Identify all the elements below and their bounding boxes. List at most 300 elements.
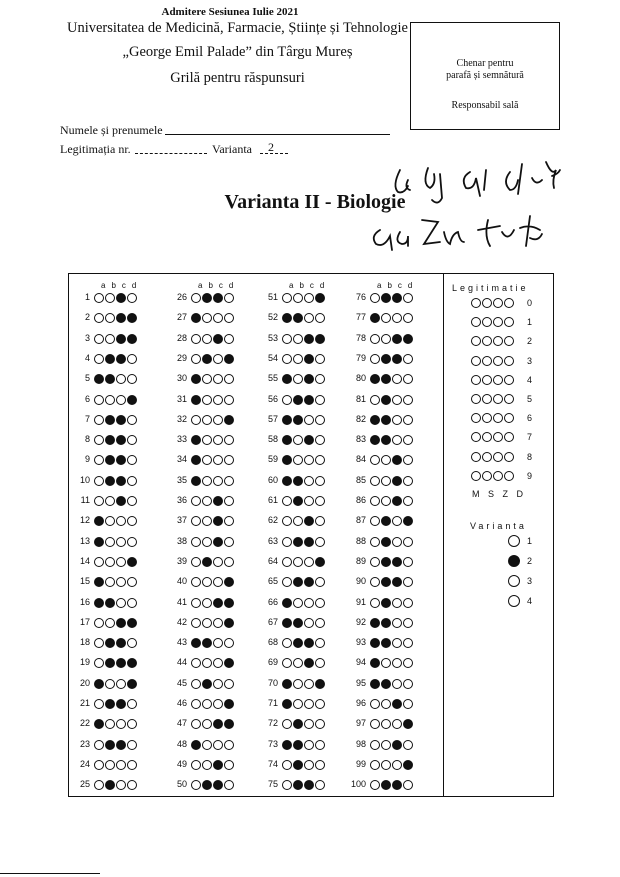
answer-bubble-c[interactable]: [116, 760, 126, 770]
answer-bubble-a[interactable]: [94, 293, 104, 303]
answer-bubble-c[interactable]: [392, 476, 402, 486]
answer-bubble-a[interactable]: [370, 537, 380, 547]
answer-bubble-d[interactable]: [315, 415, 325, 425]
varianta-bubble[interactable]: [508, 595, 520, 607]
answer-bubble-a[interactable]: [370, 618, 380, 628]
answer-bubble-c[interactable]: [213, 354, 223, 364]
answer-bubble-d[interactable]: [403, 415, 413, 425]
legitimatie-bubble[interactable]: [482, 375, 492, 385]
legitimatie-bubble[interactable]: [471, 471, 481, 481]
answer-bubble-b[interactable]: [105, 618, 115, 628]
answer-bubble-c[interactable]: [304, 699, 314, 709]
answer-bubble-a[interactable]: [370, 334, 380, 344]
answer-bubble-d[interactable]: [403, 334, 413, 344]
answer-bubble-a[interactable]: [191, 354, 201, 364]
answer-bubble-a[interactable]: [282, 557, 292, 567]
answer-bubble-d[interactable]: [403, 354, 413, 364]
answer-bubble-b[interactable]: [381, 740, 391, 750]
legitimatie-field[interactable]: [135, 153, 207, 154]
answer-bubble-c[interactable]: [213, 476, 223, 486]
answer-bubble-d[interactable]: [315, 699, 325, 709]
question-number: 26: [176, 292, 187, 302]
answer-bubble-b[interactable]: [105, 699, 115, 709]
answer-bubble-a[interactable]: [370, 699, 380, 709]
answer-bubble-a[interactable]: [282, 618, 292, 628]
answer-bubble-a[interactable]: [370, 598, 380, 608]
answer-bubble-a[interactable]: [94, 415, 104, 425]
answer-bubble-b[interactable]: [105, 740, 115, 750]
answer-bubble-b[interactable]: [105, 395, 115, 405]
legitimatie-bubble[interactable]: [471, 298, 481, 308]
answer-bubble-a[interactable]: [191, 415, 201, 425]
answer-bubble-b[interactable]: [293, 496, 303, 506]
answer-bubble-d[interactable]: [224, 476, 234, 486]
answer-bubble-b[interactable]: [381, 557, 391, 567]
answer-bubble-b[interactable]: [202, 740, 212, 750]
answer-bubble-b[interactable]: [381, 395, 391, 405]
answer-bubble-d[interactable]: [224, 740, 234, 750]
answer-bubble-d[interactable]: [224, 699, 234, 709]
answer-bubble-d[interactable]: [127, 760, 137, 770]
answer-bubble-c[interactable]: [116, 354, 126, 364]
answer-bubble-d[interactable]: [403, 293, 413, 303]
answer-bubble-c[interactable]: [213, 415, 223, 425]
answer-bubble-d[interactable]: [224, 537, 234, 547]
answer-bubble-b[interactable]: [202, 618, 212, 628]
answer-bubble-c[interactable]: [213, 598, 223, 608]
question-number: 2: [84, 312, 90, 323]
answer-bubble-b[interactable]: [293, 699, 303, 709]
answer-bubble-d[interactable]: [315, 293, 325, 303]
answer-bubble-d[interactable]: [403, 395, 413, 405]
question-number: 34: [176, 454, 187, 465]
question-number: 99: [355, 758, 366, 769]
answer-bubble-a[interactable]: [370, 496, 380, 506]
answer-bubble-d[interactable]: [315, 679, 325, 689]
legitimatie-bubble[interactable]: [482, 452, 492, 462]
answer-bubble-a[interactable]: [282, 537, 292, 547]
answer-bubble-b[interactable]: [381, 598, 391, 608]
answer-bubble-d[interactable]: [127, 537, 137, 547]
answer-bubble-d[interactable]: [127, 476, 137, 486]
answer-bubble-c[interactable]: [304, 496, 314, 506]
answer-bubble-c[interactable]: [392, 415, 402, 425]
answer-bubble-b[interactable]: [293, 293, 303, 303]
answer-bubble-a[interactable]: [282, 293, 292, 303]
answer-bubble-b[interactable]: [105, 679, 115, 689]
answer-bubble-a[interactable]: [282, 598, 292, 608]
answer-bubble-c[interactable]: [304, 740, 314, 750]
answer-bubble-c[interactable]: [392, 760, 402, 770]
legitimatie-bubble[interactable]: [493, 356, 503, 366]
answer-bubble-b[interactable]: [105, 293, 115, 303]
answer-bubble-d[interactable]: [224, 557, 234, 567]
answer-bubble-c[interactable]: [116, 415, 126, 425]
answer-bubble-b[interactable]: [293, 618, 303, 628]
answer-bubble-d[interactable]: [315, 476, 325, 486]
answer-bubble-c[interactable]: [213, 740, 223, 750]
answer-bubble-a[interactable]: [370, 293, 380, 303]
answer-bubble-d[interactable]: [315, 496, 325, 506]
answer-bubble-c[interactable]: [213, 760, 223, 770]
answer-bubble-d[interactable]: [127, 679, 137, 689]
answer-bubble-b[interactable]: [202, 760, 212, 770]
question-number: 64: [267, 555, 278, 566]
answer-bubble-b[interactable]: [293, 334, 303, 344]
answer-bubble-a[interactable]: [94, 598, 104, 608]
answer-bubble-c[interactable]: [116, 334, 126, 344]
answer-bubble-b[interactable]: [293, 760, 303, 770]
answer-bubble-c[interactable]: [213, 496, 223, 506]
answer-bubble-b[interactable]: [381, 293, 391, 303]
answer-bubble-c[interactable]: [116, 395, 126, 405]
answer-bubble-a[interactable]: [191, 618, 201, 628]
answer-bubble-d[interactable]: [224, 395, 234, 405]
answer-bubble-d[interactable]: [127, 334, 137, 344]
legitimatie-bubble[interactable]: [493, 471, 503, 481]
answer-bubble-b[interactable]: [381, 496, 391, 506]
question-number: 28: [176, 332, 187, 343]
answer-bubble-d[interactable]: [315, 740, 325, 750]
answer-bubble-a[interactable]: [370, 476, 380, 486]
varianta-bubble[interactable]: [508, 555, 520, 567]
answer-bubble-c[interactable]: [304, 679, 314, 689]
answer-bubble-d[interactable]: [224, 496, 234, 506]
university-name-line2: „George Emil Palade” din Târgu Mureș: [122, 44, 353, 60]
question-number: 95: [355, 677, 366, 688]
answer-bubble-d[interactable]: [403, 598, 413, 608]
answer-bubble-d[interactable]: [127, 618, 137, 628]
answer-bubble-a[interactable]: [94, 354, 104, 364]
answer-bubble-a[interactable]: [370, 354, 380, 364]
legitimatie-bubble[interactable]: [482, 356, 492, 366]
legitimatie-digit-label: 4: [527, 374, 533, 385]
question-number: 90: [355, 576, 366, 587]
answer-bubble-d[interactable]: [403, 618, 413, 628]
answer-bubble-c[interactable]: [304, 598, 314, 608]
answer-bubble-b[interactable]: [105, 334, 115, 344]
answer-bubble-d[interactable]: [315, 598, 325, 608]
answer-bubble-a[interactable]: [282, 334, 292, 344]
answer-bubble-c[interactable]: [392, 537, 402, 547]
legitimatie-bubble[interactable]: [471, 394, 481, 404]
answer-bubble-b[interactable]: [105, 496, 115, 506]
question-number: 66: [267, 596, 278, 607]
answer-bubble-a[interactable]: [282, 476, 292, 486]
answer-bubble-d[interactable]: [127, 699, 137, 709]
answer-bubble-a[interactable]: [191, 740, 201, 750]
question-number: 81: [355, 393, 366, 404]
answer-bubble-b[interactable]: [202, 476, 212, 486]
answer-bubble-a[interactable]: [94, 740, 104, 750]
answer-bubble-b[interactable]: [293, 415, 303, 425]
answer-bubble-b[interactable]: [202, 334, 212, 344]
legitimatie-bubble[interactable]: [482, 471, 492, 481]
answer-bubble-b[interactable]: [381, 334, 391, 344]
answer-bubble-c[interactable]: [213, 293, 223, 303]
answer-bubble-c[interactable]: [392, 740, 402, 750]
answer-bubble-d[interactable]: [315, 395, 325, 405]
question-number: 98: [355, 738, 366, 749]
answer-bubble-d[interactable]: [403, 679, 413, 689]
answer-bubble-c[interactable]: [116, 293, 126, 303]
answer-bubble-a[interactable]: [191, 537, 201, 547]
answer-bubble-d[interactable]: [315, 334, 325, 344]
answer-bubble-d[interactable]: [315, 618, 325, 628]
answer-bubble-b[interactable]: [105, 557, 115, 567]
answer-bubble-b[interactable]: [202, 598, 212, 608]
answer-bubble-b[interactable]: [105, 476, 115, 486]
answer-bubble-d[interactable]: [315, 760, 325, 770]
answer-bubble-b[interactable]: [381, 760, 391, 770]
answer-bubble-d[interactable]: [315, 354, 325, 364]
answer-bubble-b[interactable]: [381, 476, 391, 486]
legitimatie-bubble[interactable]: [504, 375, 514, 385]
answer-bubble-a[interactable]: [94, 699, 104, 709]
answer-bubble-c[interactable]: [392, 557, 402, 567]
answer-bubble-d[interactable]: [403, 496, 413, 506]
answer-bubble-c[interactable]: [304, 760, 314, 770]
answer-bubble-a[interactable]: [94, 618, 104, 628]
answer-bubble-c[interactable]: [213, 334, 223, 344]
answer-bubble-d[interactable]: [403, 557, 413, 567]
answer-bubble-c[interactable]: [213, 395, 223, 405]
answer-bubble-c[interactable]: [392, 598, 402, 608]
answer-bubble-d[interactable]: [315, 537, 325, 547]
name-field[interactable]: [165, 134, 390, 135]
question-number: 100: [350, 779, 366, 790]
legitimatie-bubble[interactable]: [482, 298, 492, 308]
answer-bubble-c[interactable]: [304, 334, 314, 344]
answer-bubble-a[interactable]: [370, 740, 380, 750]
answer-bubble-d[interactable]: [224, 760, 234, 770]
answer-bubble-c[interactable]: [304, 354, 314, 364]
answer-bubble-c[interactable]: [116, 496, 126, 506]
answer-bubble-b[interactable]: [293, 395, 303, 405]
answer-bubble-b[interactable]: [381, 354, 391, 364]
answer-bubble-b[interactable]: [293, 537, 303, 547]
answer-bubble-d[interactable]: [224, 354, 234, 364]
question-number: 19: [79, 657, 90, 668]
answer-bubble-a[interactable]: [282, 679, 292, 689]
legitimatie-title: Legitimatie: [452, 283, 529, 293]
answer-bubble-a[interactable]: [191, 598, 201, 608]
answer-bubble-a[interactable]: [370, 395, 380, 405]
answer-bubble-c[interactable]: [304, 476, 314, 486]
legitimatie-bubble[interactable]: [471, 356, 481, 366]
answer-bubble-b[interactable]: [105, 537, 115, 547]
answer-bubble-b[interactable]: [293, 354, 303, 364]
answer-bubble-a[interactable]: [191, 395, 201, 405]
legitimatie-bubble[interactable]: [504, 394, 514, 404]
answer-bubble-b[interactable]: [381, 699, 391, 709]
answer-bubble-b[interactable]: [105, 415, 115, 425]
answer-bubble-d[interactable]: [403, 740, 413, 750]
answer-bubble-c[interactable]: [213, 699, 223, 709]
answer-bubble-b[interactable]: [202, 537, 212, 547]
answer-bubble-d[interactable]: [127, 415, 137, 425]
legitimatie-bubble[interactable]: [504, 471, 514, 481]
answer-bubble-c[interactable]: [116, 476, 126, 486]
answer-bubble-b[interactable]: [202, 395, 212, 405]
answer-bubble-c[interactable]: [116, 740, 126, 750]
answer-bubble-a[interactable]: [370, 679, 380, 689]
answer-bubble-c[interactable]: [392, 354, 402, 364]
answer-bubble-d[interactable]: [224, 334, 234, 344]
answer-bubble-c[interactable]: [392, 395, 402, 405]
answer-bubble-b[interactable]: [293, 740, 303, 750]
answer-bubble-c[interactable]: [213, 618, 223, 628]
answer-bubble-d[interactable]: [224, 618, 234, 628]
question-number: 36: [176, 495, 187, 505]
footer-rule: [0, 873, 100, 874]
answer-bubble-d[interactable]: [127, 293, 137, 303]
answer-bubble-c[interactable]: [116, 679, 126, 689]
answer-bubble-a[interactable]: [370, 415, 380, 425]
question-number: 53: [267, 332, 278, 343]
answer-bubble-d[interactable]: [403, 699, 413, 709]
answer-bubble-a[interactable]: [370, 760, 380, 770]
answer-bubble-c[interactable]: [392, 496, 402, 506]
answer-bubble-b[interactable]: [381, 679, 391, 689]
legitimatie-bubble[interactable]: [504, 356, 514, 366]
answer-bubble-c[interactable]: [116, 618, 126, 628]
answer-bubble-b[interactable]: [293, 476, 303, 486]
answer-bubble-c[interactable]: [304, 293, 314, 303]
question-number: 52: [267, 312, 278, 323]
answer-bubble-b[interactable]: [105, 760, 115, 770]
answer-bubble-a[interactable]: [282, 699, 292, 709]
answer-bubble-d[interactable]: [224, 598, 234, 608]
answer-bubble-c[interactable]: [304, 395, 314, 405]
answer-bubble-d[interactable]: [127, 395, 137, 405]
answer-bubble-c[interactable]: [213, 679, 223, 689]
legitimatie-bubble[interactable]: [504, 298, 514, 308]
answer-bubble-c[interactable]: [392, 293, 402, 303]
answer-bubble-a[interactable]: [370, 557, 380, 567]
answer-bubble-b[interactable]: [202, 293, 212, 303]
answer-bubble-c[interactable]: [392, 618, 402, 628]
answer-bubble-a[interactable]: [94, 334, 104, 344]
answer-bubble-b[interactable]: [202, 699, 212, 709]
answer-bubble-d[interactable]: [127, 354, 137, 364]
answer-bubble-c[interactable]: [392, 679, 402, 689]
answer-bubble-a[interactable]: [282, 354, 292, 364]
answer-bubble-a[interactable]: [191, 476, 201, 486]
answer-bubble-b[interactable]: [202, 496, 212, 506]
answer-bubble-d[interactable]: [403, 537, 413, 547]
legitimatie-bubble[interactable]: [471, 452, 481, 462]
answer-bubble-c[interactable]: [304, 557, 314, 567]
answer-bubble-b[interactable]: [381, 415, 391, 425]
question-number: 87: [355, 515, 366, 526]
answer-bubble-d[interactable]: [403, 760, 413, 770]
answer-bubble-c[interactable]: [116, 699, 126, 709]
answer-bubble-d[interactable]: [127, 557, 137, 567]
answer-bubble-a[interactable]: [191, 557, 201, 567]
answer-bubble-a[interactable]: [282, 740, 292, 750]
answer-bubble-b[interactable]: [293, 557, 303, 567]
varianta-bubble[interactable]: [508, 575, 520, 587]
legitimatie-bubble[interactable]: [504, 452, 514, 462]
answer-bubble-d[interactable]: [224, 679, 234, 689]
answer-bubble-c[interactable]: [116, 557, 126, 567]
answer-bubble-a[interactable]: [94, 476, 104, 486]
answer-bubble-a[interactable]: [94, 496, 104, 506]
answer-bubble-a[interactable]: [282, 496, 292, 506]
answer-bubble-b[interactable]: [202, 679, 212, 689]
legitimatie-bubble[interactable]: [482, 394, 492, 404]
answer-bubble-c[interactable]: [392, 699, 402, 709]
question-number: 14: [79, 555, 90, 566]
answer-bubble-a[interactable]: [191, 699, 201, 709]
answer-bubble-d[interactable]: [127, 598, 137, 608]
answer-bubble-d[interactable]: [224, 415, 234, 425]
answer-bubble-a[interactable]: [94, 679, 104, 689]
answer-bubble-b[interactable]: [202, 557, 212, 567]
answer-bubble-a[interactable]: [191, 760, 201, 770]
legitimatie-bubble[interactable]: [493, 394, 503, 404]
answer-bubble-a[interactable]: [94, 537, 104, 547]
answer-bubble-b[interactable]: [293, 679, 303, 689]
answer-bubble-c[interactable]: [304, 415, 314, 425]
answer-bubble-c[interactable]: [304, 618, 314, 628]
legitimatie-bubble[interactable]: [493, 375, 503, 385]
question-number: 17: [79, 616, 90, 627]
varianta-field[interactable]: [260, 153, 288, 154]
answer-bubble-c[interactable]: [213, 557, 223, 567]
question-number: 25: [79, 779, 90, 790]
answer-bubble-c[interactable]: [392, 334, 402, 344]
variant-title: Varianta II - Biologie: [224, 191, 406, 213]
legitimatie-digit-label: 3: [527, 355, 533, 366]
answer-bubble-c[interactable]: [116, 598, 126, 608]
answer-bubble-c[interactable]: [213, 537, 223, 547]
legitimatie-bubble[interactable]: [493, 298, 503, 308]
answer-bubble-b[interactable]: [105, 354, 115, 364]
answer-bubble-a[interactable]: [94, 557, 104, 567]
answer-bubble-d[interactable]: [315, 557, 325, 567]
answer-bubble-b[interactable]: [381, 618, 391, 628]
answer-bubble-d[interactable]: [127, 740, 137, 750]
answer-bubble-d[interactable]: [403, 476, 413, 486]
answer-bubble-b[interactable]: [293, 598, 303, 608]
answer-bubble-a[interactable]: [191, 496, 201, 506]
question-number: 85: [355, 474, 366, 485]
answer-bubble-d[interactable]: [127, 496, 137, 506]
answer-bubble-a[interactable]: [282, 760, 292, 770]
question-number: 62: [267, 515, 278, 526]
answer-bubble-a[interactable]: [191, 334, 201, 344]
answer-bubble-d[interactable]: [224, 293, 234, 303]
answer-bubble-b[interactable]: [202, 415, 212, 425]
answer-bubble-a[interactable]: [282, 415, 292, 425]
answer-bubble-b[interactable]: [381, 537, 391, 547]
legitimatie-bubble[interactable]: [493, 452, 503, 462]
legitimatie-bubble[interactable]: [471, 375, 481, 385]
answer-bubble-b[interactable]: [202, 354, 212, 364]
answer-bubble-a[interactable]: [191, 679, 201, 689]
answer-bubble-a[interactable]: [191, 293, 201, 303]
varianta-bubble[interactable]: [508, 535, 520, 547]
answer-bubble-a[interactable]: [282, 395, 292, 405]
answer-bubble-a[interactable]: [94, 395, 104, 405]
varianta-option-label: 4: [527, 596, 533, 606]
answer-bubble-b[interactable]: [105, 598, 115, 608]
answer-bubble-c[interactable]: [116, 537, 126, 547]
answer-bubble-a[interactable]: [94, 760, 104, 770]
answer-bubble-c[interactable]: [304, 537, 314, 547]
